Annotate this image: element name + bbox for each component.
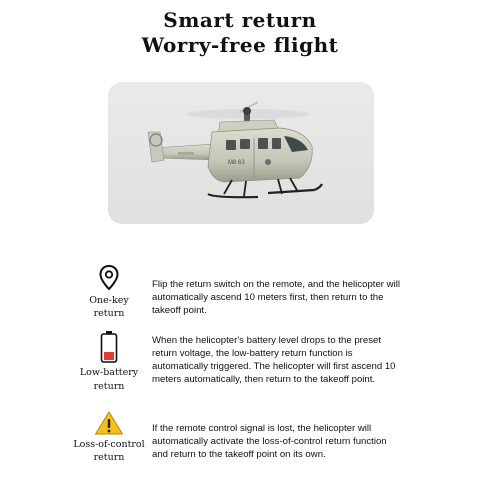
page-title-line2: Worry-free flight (141, 33, 339, 57)
feature-label-line2: return (93, 308, 125, 319)
feature-label-line1: Loss-of-control (73, 439, 145, 450)
feature-label-line1: One-key (89, 295, 129, 306)
feature-description: Flip the return switch on the remote, and the helicopter will automatically ascend 10 meters first, then return to the takeoff point. (152, 279, 400, 316)
feature-icon-box (74, 330, 144, 393)
feature-label-line2: return (93, 381, 125, 392)
page-title-line1: Smart return (163, 8, 317, 32)
feature-label-line1: Low-battery (79, 367, 139, 378)
feature-label-line2: return (93, 452, 125, 463)
aircraft-marking: M8 63 (228, 160, 245, 166)
location-pin-icon (98, 264, 120, 292)
warning-triangle-icon (94, 410, 124, 436)
feature-description: When the helicopter's battery level drops to the preset return voltage, the low-battery return function is automatically triggered. The helicopter will first ascend 10 meters automatically, then return to the takeoff point. (152, 335, 396, 385)
helicopter-photo (108, 82, 374, 224)
battery-level-fill (104, 352, 114, 360)
low-battery-icon (100, 330, 118, 364)
helicopter-illustration (108, 82, 374, 224)
feature-description: If the remote control signal is lost, the helicopter will automatically activate the loss-of-control return function and return to the takeoff point on its own. (152, 423, 387, 460)
feature-icon-box (73, 410, 145, 464)
feature-icon-box (80, 264, 138, 320)
